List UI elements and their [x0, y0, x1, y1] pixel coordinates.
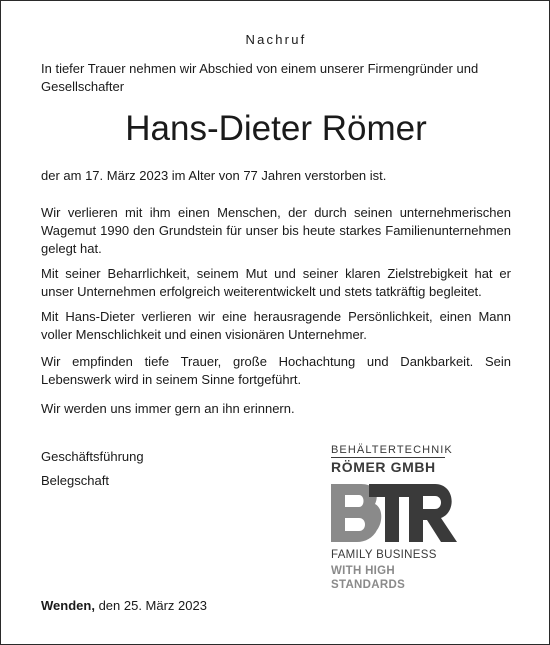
logo-tagline-standards: WITH HIGH STANDARDS	[331, 565, 406, 591]
paragraph-5: Wir werden uns immer gern an ihn erinnern.	[41, 401, 295, 416]
logo-top-text: BEHÄLTERTECHNIK	[331, 444, 453, 456]
intro-text: In tiefer Trauer nehmen wir Abschied von einem unserer Firmengründer und Gesellschafter	[41, 61, 479, 94]
signatory-management: Geschäftsführung	[41, 449, 144, 464]
paragraph-2: Mit seiner Beharrlichkeit, seinem Mut und seiner klaren Zielstrebigkeit hat er unser Unternehmen erfolgreich weiterentwickelt und stets tatkräftig begleitet.	[41, 266, 511, 299]
paragraph-3: Mit Hans-Dieter verlieren wir eine herausragende Persönlichkeit, einen Mann voller Menschlichkeit und einen visionären Unternehmer.	[41, 309, 511, 342]
death-date-line: der am 17. März 2023 im Alter von 77 Jahren verstorben ist.	[41, 168, 387, 183]
place-name: Wenden,	[41, 598, 95, 613]
paragraph-4: Wir empfinden tiefe Trauer, große Hochachtung und Dankbarkeit. Sein Lebenswerk wird in seinem Sinne fortgeführt.	[41, 354, 511, 387]
notice-date: den 25. März 2023	[98, 598, 207, 613]
place-date-line	[41, 597, 207, 615]
logo-divider	[331, 457, 445, 458]
logo-tagline-family: FAMILY BUSINESS	[331, 549, 437, 561]
logo-company-name: RÖMER GMBH	[331, 459, 436, 475]
signatory-staff: Belegschaft	[41, 473, 109, 488]
company-logo	[331, 444, 471, 591]
notice-heading: Nachruf	[245, 32, 307, 47]
deceased-name: Hans-Dieter Römer	[125, 109, 427, 148]
paragraph-1: Wir verlieren mit ihm einen Menschen, der durch seinen unternehmerischen Wagemut 1990 den Grundstein für unser bis heute starkes Familienunternehmen gelegt hat.	[41, 205, 511, 256]
btr-logo-mark-icon	[331, 484, 457, 542]
